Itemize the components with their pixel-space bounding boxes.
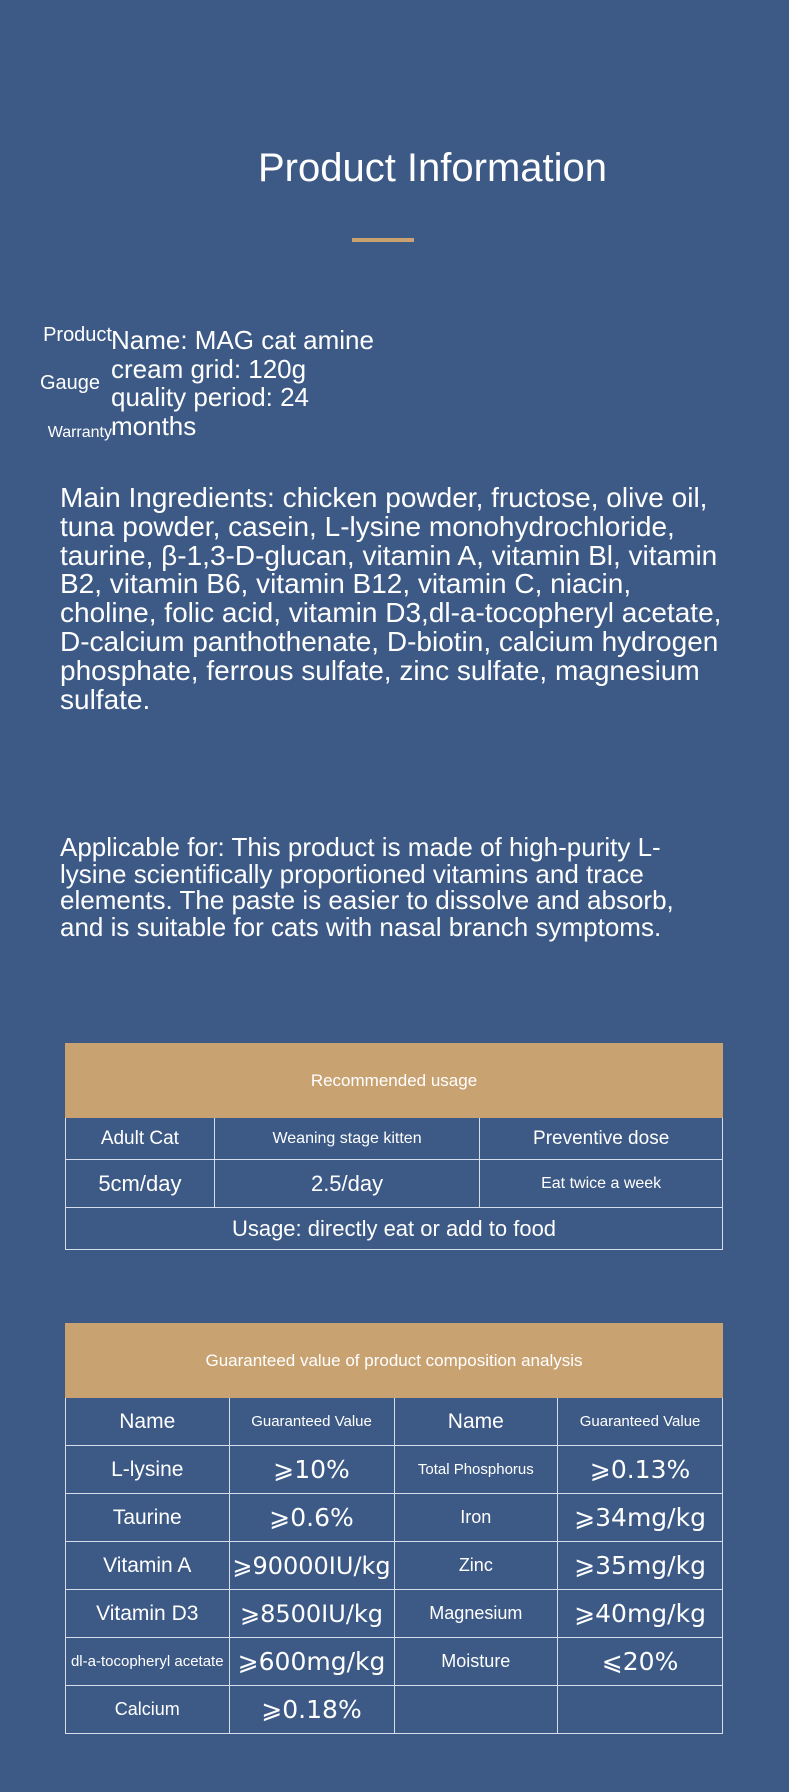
- comp-name-2: [394, 1686, 558, 1734]
- spec-text: [111, 326, 451, 440]
- title-divider: [352, 238, 414, 242]
- comp-name: dl-a-tocopheryl acetate: [66, 1638, 230, 1686]
- spec-line-grid: cream grid: 120g: [111, 353, 307, 384]
- usage-val-kitten: 2.5/day: [214, 1160, 479, 1208]
- usage-val-adult: 5cm/day: [66, 1160, 215, 1208]
- usage-val-preventive: Eat twice a week: [480, 1160, 723, 1208]
- comp-value-2: ⩾34mg/kg: [558, 1494, 723, 1542]
- label-warranty: Warranty: [47, 424, 112, 441]
- spec-line-name: Name: MAG cat amine: [111, 325, 374, 355]
- usage-table: [65, 1043, 723, 1250]
- label-gauge: Gauge: [39, 372, 100, 394]
- table-row: [66, 1446, 723, 1494]
- table-row: [66, 1590, 723, 1638]
- comp-value-2: ⩾40mg/kg: [558, 1590, 723, 1638]
- comp-name: L-lysine: [66, 1446, 230, 1494]
- comp-name-2: Magnesium: [394, 1590, 558, 1638]
- table-row: [66, 1638, 723, 1686]
- comp-col-name: Name: [66, 1398, 230, 1446]
- comp-value: ⩾10%: [229, 1446, 394, 1494]
- table-row: [66, 1494, 723, 1542]
- comp-name-2: Moisture: [394, 1638, 558, 1686]
- comp-name: Vitamin D3: [66, 1590, 230, 1638]
- usage-footer-row: [66, 1208, 723, 1250]
- composition-table: [65, 1323, 723, 1734]
- table-row: [66, 1686, 723, 1734]
- usage-columns-row: [66, 1118, 723, 1160]
- usage-col-preventive: Preventive dose: [480, 1118, 723, 1160]
- comp-value: ⩾8500IU/kg: [229, 1590, 394, 1638]
- comp-value: ⩾0.18%: [229, 1686, 394, 1734]
- comp-value-2: ⩽20%: [558, 1638, 723, 1686]
- composition-table-title: Guaranteed value of product composition analysis: [66, 1324, 723, 1398]
- ingredients-paragraph: Main Ingredients: chicken powder, fructose, olive oil, tuna powder, casein, L-lysine monohydrochloride, taurine, β-1,3-D-glucan, vitamin A, vitamin Bl, vitamin B2, vitamin B6, vitamin B12, vitamin C, niacin, choline, folic acid, vitamin D3,dl-a-tocopheryl acetate, D-calcium panthothenate, D-biotin, calcium hydrogen phosphate, ferrous sulfate, zinc sulfate, magnesium sulfate.: [60, 482, 722, 715]
- spec-line-period: quality period: 24: [111, 382, 310, 412]
- usage-footer: Usage: directly eat or add to food: [66, 1208, 723, 1250]
- comp-value-2: [558, 1686, 723, 1734]
- comp-value: ⩾90000IU/kg: [229, 1542, 394, 1590]
- applicable-paragraph: Applicable for: This product is made of high-purity L-lysine scientifically proportioned vitamins and trace elements. The paste is easier to dissolve and absorb, and is suitable for cats with nasal branch symptoms.: [60, 832, 674, 942]
- page-title: Product Information: [257, 146, 608, 190]
- spec-line-months: months: [111, 410, 197, 441]
- comp-name-2: Zinc: [394, 1542, 558, 1590]
- composition-columns-row: [66, 1398, 723, 1446]
- comp-name-2: Total Phosphorus: [394, 1446, 558, 1494]
- usage-table-title: Recommended usage: [66, 1044, 723, 1118]
- comp-col-value-2: Guaranteed Value: [558, 1398, 723, 1446]
- comp-value-2: ⩾35mg/kg: [558, 1542, 723, 1590]
- label-product: Product: [43, 324, 112, 346]
- comp-value: ⩾0.6%: [229, 1494, 394, 1542]
- usage-col-adult: Adult Cat: [66, 1118, 215, 1160]
- comp-value: ⩾600mg/kg: [229, 1638, 394, 1686]
- table-row: [66, 1542, 723, 1590]
- usage-col-kitten: Weaning stage kitten: [214, 1118, 479, 1160]
- comp-value-2: ⩾0.13%: [558, 1446, 723, 1494]
- comp-col-value: Guaranteed Value: [229, 1398, 394, 1446]
- comp-name: Calcium: [66, 1686, 230, 1734]
- usage-values-row: [66, 1160, 723, 1208]
- composition-table-header-row: [66, 1324, 723, 1398]
- comp-name: Vitamin A: [66, 1542, 230, 1590]
- comp-col-name-2: Name: [394, 1398, 558, 1446]
- usage-table-header-row: [66, 1044, 723, 1118]
- comp-name-2: Iron: [394, 1494, 558, 1542]
- comp-name: Taurine: [66, 1494, 230, 1542]
